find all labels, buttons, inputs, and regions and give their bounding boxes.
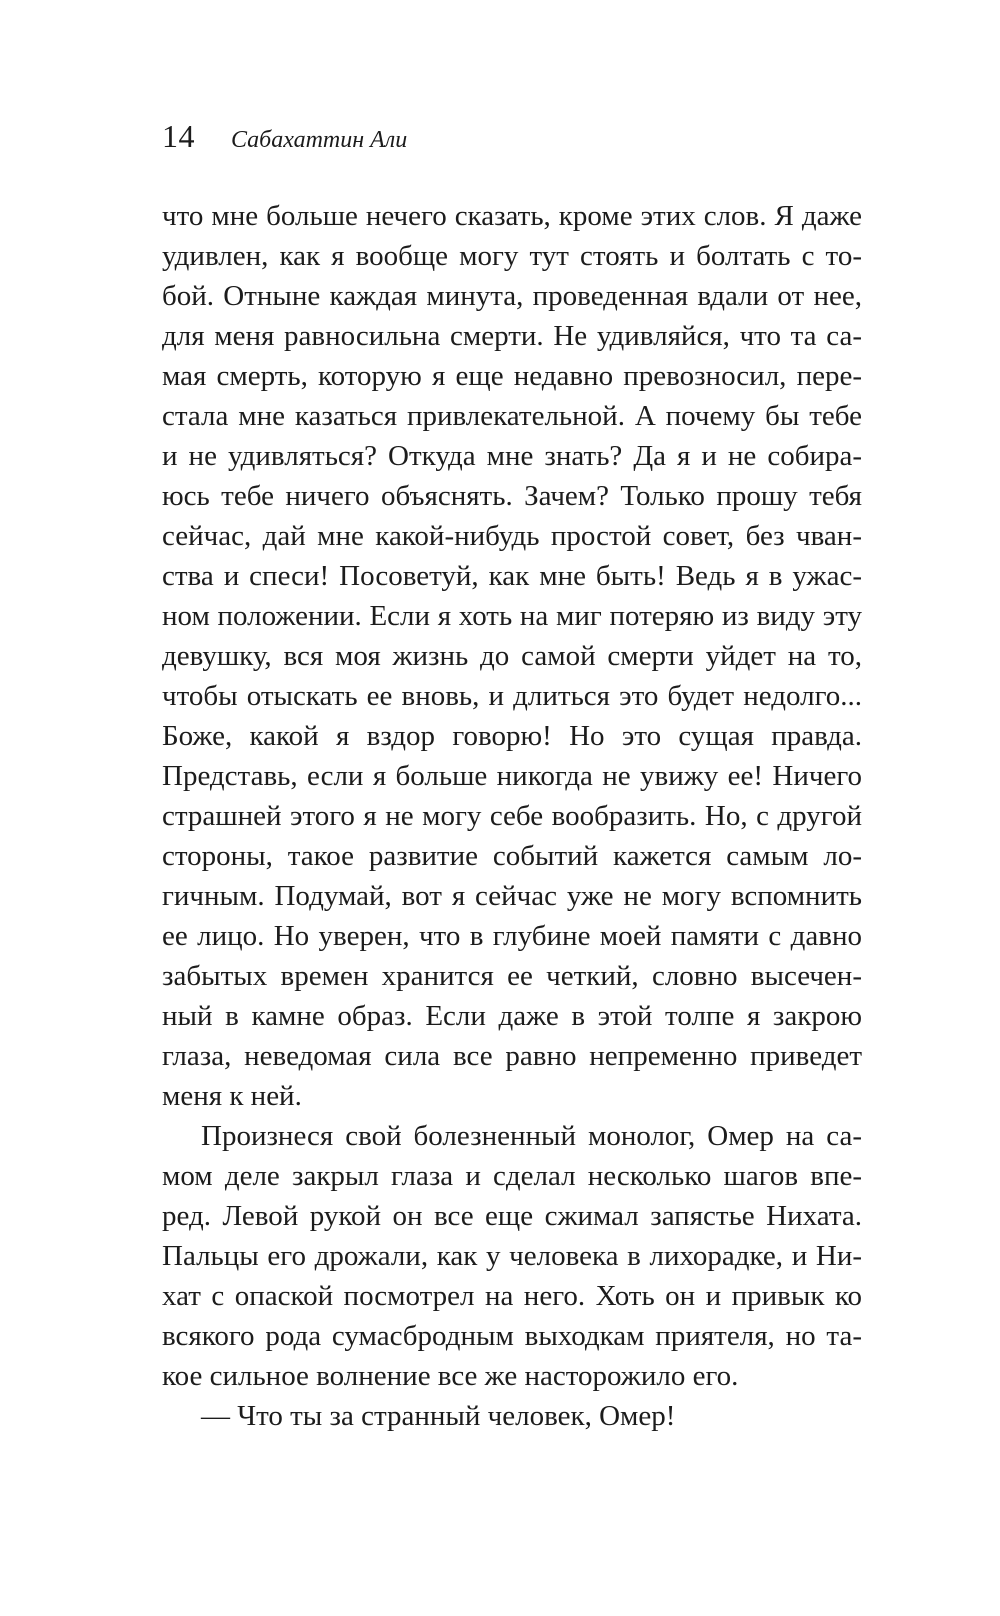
text-line: кое сильное волнение все же насторожило его. — [162, 1360, 739, 1392]
text-line: девушку, вся моя жизнь до самой смерти уйдет на то, — [162, 640, 862, 672]
author-name: Сабахаттин Али — [231, 127, 408, 153]
text-line: ном положении. Если я хоть на миг потеряю из виду эту — [162, 600, 862, 632]
text-line: гичным. Подумай, вот я сейчас уже не могу вспомнить — [162, 880, 862, 912]
text-line: для меня равносильна смерти. Не удивляйся, что та са- — [162, 320, 862, 352]
text-line: мая смерть, которую я еще недавно превозносил, пере- — [162, 360, 862, 392]
text-line: бой. Отныне каждая минута, проведенная вдали от нее, — [162, 280, 862, 312]
text-line: и не удивляться? Откуда мне знать? Да я и не собира- — [162, 440, 862, 472]
text-line: Произнеся свой болезненный монолог, Омер на са- — [201, 1120, 862, 1152]
text-line: что мне больше нечего сказать, кроме этих слов. Я даже — [162, 200, 862, 232]
body-text — [162, 196, 862, 1436]
text-line: хат с опаской посмотрел на него. Хоть он и привык ко — [162, 1280, 862, 1312]
text-line: стороны, такое развитие событий кажется самым ло- — [162, 840, 862, 872]
text-line: забытых времен хранится ее четкий, словно высечен- — [162, 960, 862, 992]
page-number: 14 — [162, 118, 195, 154]
text-line: страшней этого я не могу себе вообразить. Но, с другой — [162, 800, 862, 832]
text-line: ства и спеси! Посоветуй, как мне быть! Ведь я в ужас- — [162, 560, 862, 592]
text-line: Пальцы его дрожали, как у человека в лихорадке, и Ни- — [162, 1240, 862, 1272]
text-line: удивлен, как я вообще могу тут стоять и болтать с то- — [162, 240, 862, 272]
text-line: всякого рода сумасбродным выходкам приятеля, но та- — [162, 1320, 862, 1352]
text-line: меня к ней. — [162, 1080, 302, 1112]
text-line: чтобы отыскать ее вновь, и длиться это будет недолго... — [162, 680, 862, 712]
text-line: ее лицо. Но уверен, что в глубине моей памяти с давно — [162, 920, 862, 952]
text-line: Представь, если я больше никогда не увижу ее! Ничего — [162, 760, 862, 792]
text-line: сейчас, дай мне какой-нибудь простой совет, без чван- — [162, 520, 862, 552]
text-line: юсь тебе ничего объяснять. Зачем? Только прошу тебя — [162, 480, 862, 512]
dialogue-line: — Что ты за странный человек, Омер! — [201, 1400, 676, 1432]
running-head — [162, 118, 407, 158]
text-line: стала мне казаться привлекательной. А почему бы тебе — [162, 400, 862, 432]
text-line: мом деле закрыл глаза и сделал несколько шагов впе- — [162, 1160, 862, 1192]
text-line: ред. Левой рукой он все еще сжимал запястье Нихата. — [162, 1200, 862, 1232]
text-line: ный в камне образ. Если даже в этой толпе я закрою — [162, 1000, 862, 1032]
text-line: глаза, неведомая сила все равно непременно приведет — [162, 1040, 862, 1072]
text-line: Боже, какой я вздор говорю! Но это сущая правда. — [162, 720, 862, 752]
